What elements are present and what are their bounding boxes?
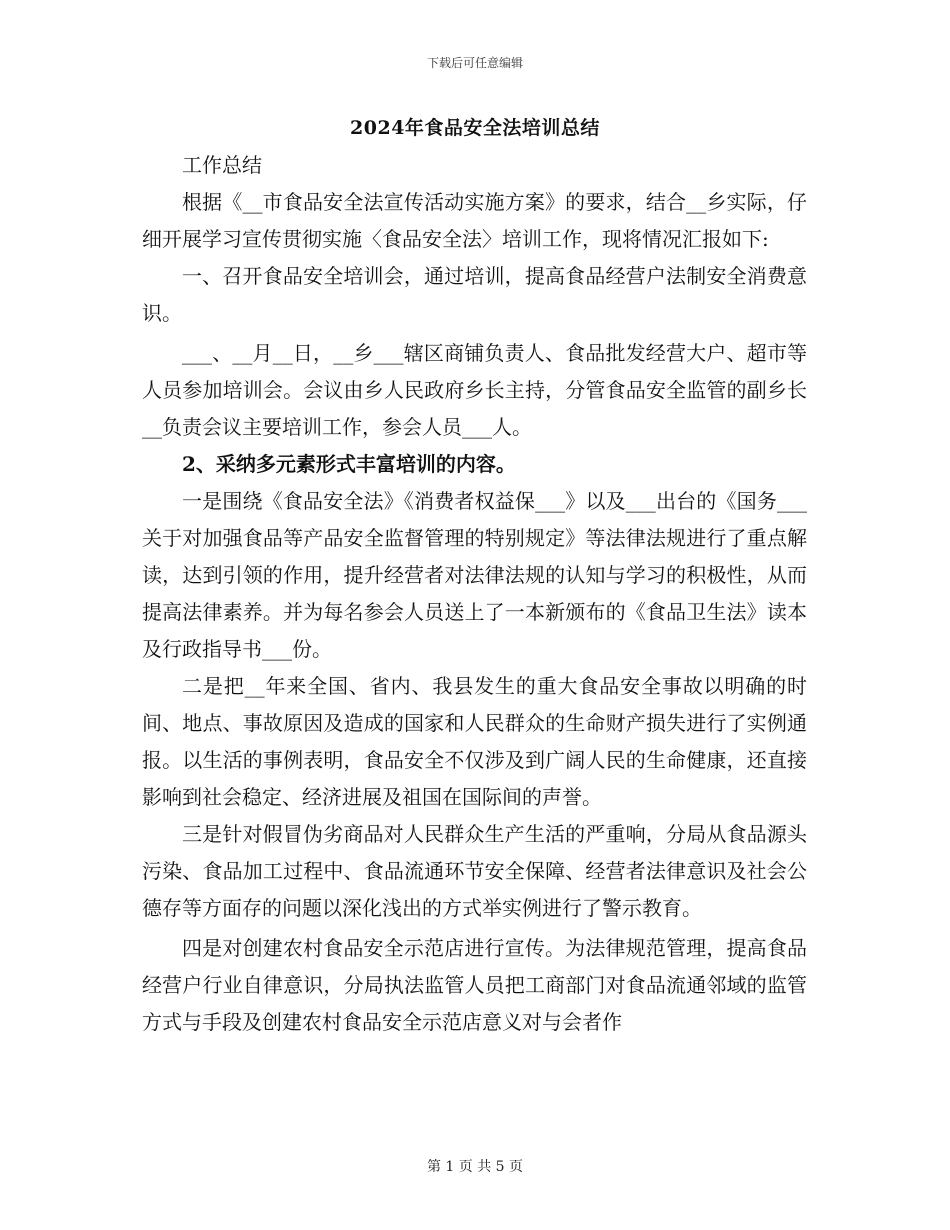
paragraph-intro: 根据《__市食品安全法宣传活动实施方案》的要求，结合__乡实际，仔细开展学习宣传贯彻实施〈食品安全法〉培训工作，现将情况汇报如下: (142, 190, 807, 251)
document-title: 2024年食品安全法培训总结 (350, 117, 600, 139)
paragraph-meeting: ___、__月__日，__乡___辖区商铺负责人、食品批发经营大户、超市等人员参加培训会。会议由乡人民政府乡长主持，分管食品安全监管的副乡长__负责会议主要培训工作，参会人员___人。 (142, 341, 807, 439)
paragraph-subtitle: 工作总结 (182, 153, 262, 177)
page-number: 第 1 页 共 5 页 (426, 1159, 524, 1175)
paragraph-point-2: 二是把__年来全国、省内、我县发生的重大食品安全事故以明确的时间、地点、事故原因及造成的国家和人民群众的生命财产损失进行了实例通报。以生活的事例表明，食品安全不仅涉及到广阔人民的生命健康，还直接影响到社会稳定、经济进展及祖国在国际间的声誉。 (142, 674, 807, 809)
paragraph-point-3: 三是针对假冒伪劣商品对人民群众生产生活的严重响，分局从食品源头污染、食品加工过程中、食品流通环节安全保障、经营者法律意识及社会公德存等方面存的问题以深化浅出的方式举实例进行了警示教育。 (142, 822, 807, 920)
paragraph-section-1: 一、召开食品安全培训会，通过培训，提高食品经营户法制安全消费意识。 (142, 264, 807, 325)
document-body (142, 147, 807, 1041)
page-header-note: 下载后可任意编辑 (426, 56, 523, 70)
paragraph-point-1: 一是围绕《食品安全法》《消费者权益保___》以及___出台的《国务___关于对加强食品等产品安全监督管理的特别规定》等法律法规进行了重点解读，达到引领的作用，提升经营者对法律法规的认知与学习的积极性，从而提高法律素养。并为每名参会人员送上了一本新颁布的《食品卫生法》读本及行政指导书___份。 (142, 489, 807, 661)
paragraph-section-2-heading: 2、采纳多元素形式丰富培训的内容。 (182, 452, 516, 476)
paragraph-point-4: 四是对创建农村食品安全示范店进行宣传。为法律规范管理，提高食品经营户行业自律意识，分局执法监管人员把工商部门对食品流通邻域的监管方式与手段及创建农村食品安全示范店意义对与会者作 (142, 936, 807, 1034)
